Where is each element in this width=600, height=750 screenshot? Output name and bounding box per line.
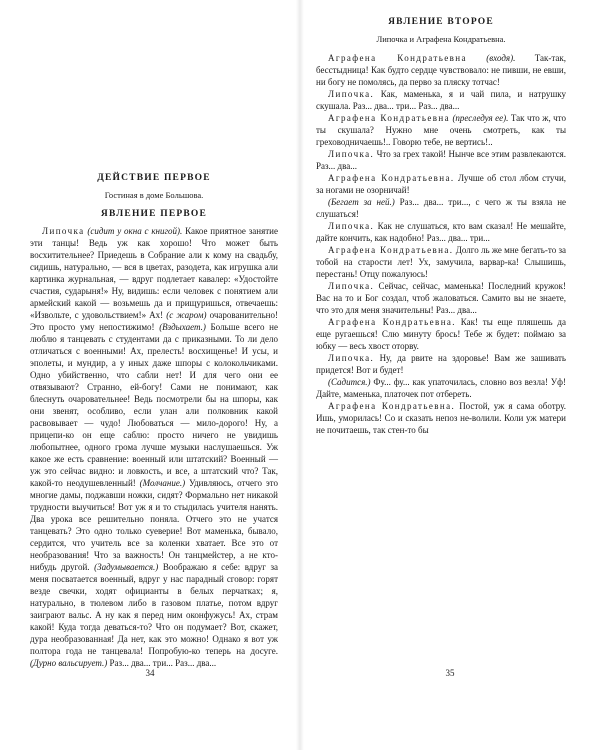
dialogue-line bbox=[316, 88, 566, 112]
dialogue-line bbox=[316, 220, 566, 244]
stage-direction: (Задумывается.) bbox=[94, 562, 159, 572]
page-number-left: 34 bbox=[145, 668, 155, 678]
speech-text: Так что ж, что ты скушала? Нужно мне очень смотреть, как ты греховодничаешь!.. Говорю тебе, не вертись!.. bbox=[316, 113, 566, 147]
speaker-name: Липочка. bbox=[328, 281, 375, 291]
speech-text: Постой, уж я сама оботру. Ишь, уморилась! Со и сказать непоз не-волили. Коли уж матери не почитаешь, так стен-то бы bbox=[316, 401, 566, 435]
scene-setting: Гостиная в доме Большова. bbox=[104, 190, 204, 200]
scene-cast: Липочка и Аграфена Кондратьевна. bbox=[376, 34, 506, 44]
dialogue-line bbox=[316, 148, 566, 172]
speaker-name: Аграфена Кондратьевна bbox=[328, 113, 450, 123]
speaker-name: Липочка. bbox=[328, 89, 375, 99]
speaker-name: Липочка bbox=[42, 226, 85, 236]
speech-text: Удивляюсь, отчего это многие дамы, поджавши ножки, сидят? Формально нет никакой трудности выучиться! Вот уж я и то стыдилась учителя нанять. Два урока все решительно поняла. Отчего это не учатся танцевать? Это одно только суеверие! Вот маменька, бывало, сердится, что учитель все за коленки хватает. Все это от необразования! Что за важность! Он танцмейстер, а не кто-нибудь другой. bbox=[30, 478, 278, 572]
speech-text: Долго ль же мне бегать-то за тобой на старости лет! Ух, замучила, варвар-ка! Слышишь, перестань! Отцу пожалуюсь! bbox=[316, 245, 567, 279]
speech-text: Сейчас, сейчас, маменька! Последний кружок! Вас на то и Бог создал, чтоб жаловаться. Самито вы не знаете, что это для меня значительны! Раз... два... bbox=[316, 281, 566, 315]
speech-text: Какое приятное занятие эти танцы! Ведь уж как хорошо! Что может быть восхитительнее? Приедешь в Собрание али к кому на свадьбу, сидишь, натурально, — вся в цветах, разодета, как игрушка али картинка журнальная, — вдруг подлетает кавалер: «Удостойте счастия, сударыня!» Ну, видишь: если человек с понятием али армейский какой — возьмешь да и прищуришься, отвечаешь: «Извольте, с удовольствием!» Ах! bbox=[30, 226, 278, 320]
dialogue-line bbox=[316, 52, 566, 88]
monologue bbox=[30, 225, 278, 669]
speech-text: Раз... два... три... Раз... два... bbox=[109, 658, 217, 668]
speech-text: Ну, да рвите на здоровье! Вам же зашивать придется! Вот и будет! bbox=[316, 353, 566, 375]
speech-text: Воображаю я себе: вдруг за меня посватается военный, вдруг у нас парадный сговор: горят везде свечки, ходят официанты в белых перчатках; я, натурально, в тюлевом либо в газовом платье, потом вдруг заиграют вальс. А ну как я перед ним оконфужусь! Ах, страм какой! Куда тогда деваться-то? Что он подумает? Вот, скажет, дура необразованная! Да нет, как это можно! Однако я вот уж полтора года не танцевала! Попробую-ко теперь на досуге. bbox=[30, 562, 279, 656]
speech-text: Раз... два... три..., с чего ж ты взяла не слушаться! bbox=[316, 197, 567, 219]
stage-direction: (с жаром) bbox=[166, 310, 207, 320]
dialogue-line bbox=[316, 196, 566, 220]
speech-text: Как, маменька, я и чай пила, и натрушку скушала. Раз... два... три... Раз... два... bbox=[316, 89, 567, 111]
speaker-name: Аграфена Кондратьевна. bbox=[328, 245, 454, 255]
left-page-text bbox=[30, 172, 278, 669]
stage-direction: (сидит у окна с книгой). bbox=[87, 226, 183, 236]
speaker-name: Липочка. bbox=[328, 221, 375, 231]
speech-text: Как! ты еще пляшешь да еще ругаешься! Слю минуту брось! Тебе ж будет: поймаю за юбку — весь хвост оторву. bbox=[316, 317, 566, 351]
speech-text: Как не слушаться, кто вам сказал! Не мешайте, дайте кончить, как надобно! Раз... два... три... bbox=[316, 221, 567, 243]
dialogue-line bbox=[316, 376, 566, 400]
speaker-name: Аграфена Кондратьевна. bbox=[328, 401, 456, 411]
speaker-name: Липочка. bbox=[328, 353, 375, 363]
speech-text: Лучше об стол лбом стучи, за ногами не озорничай! bbox=[316, 173, 567, 195]
stage-direction: (Вздыхает.) bbox=[159, 322, 206, 332]
dialogue-line bbox=[316, 112, 566, 148]
speech-text: Что за грех такой! Нынче все этим развлекаются. Раз... два... bbox=[316, 149, 567, 171]
right-page bbox=[300, 0, 600, 750]
stage-direction: (преследуя ее). bbox=[452, 113, 509, 123]
speaker-name: Аграфена Кондратьевна. bbox=[328, 173, 455, 183]
stage-direction: (Садится.) bbox=[328, 377, 371, 387]
right-page-text bbox=[316, 0, 566, 436]
speech-text: Так-так, бесстыдница! Как будто сердце чувствовало: не пивши, не евши, ни богу не помолясь, да перво за пляску тотчас! bbox=[316, 53, 567, 87]
page-number-right: 35 bbox=[445, 668, 455, 678]
speech-text: очарованительно! Это просто уму непостижимо! bbox=[30, 310, 278, 332]
stage-direction: (Бегает за ней.) bbox=[328, 197, 395, 207]
stage-direction: (входя). bbox=[486, 53, 516, 63]
dialogue-line bbox=[316, 172, 566, 196]
speaker-name: Аграфена Кондратьевна bbox=[328, 53, 467, 63]
dialogue-line bbox=[316, 280, 566, 316]
dialogue-line bbox=[316, 352, 566, 376]
dialogue-line bbox=[316, 400, 566, 436]
speaker-name: Аграфена Кондратьевна. bbox=[328, 317, 456, 327]
speaker-name: Липочка. bbox=[328, 149, 375, 159]
scene-title-2: ЯВЛЕНИЕ ВТОРОЕ bbox=[388, 17, 494, 27]
speech-text: Фу... фу... как упаточилась, словно воз везла! Уф! Дайте, маменька, платочек пот отбереть. bbox=[316, 377, 566, 399]
dialogue-line bbox=[316, 316, 566, 352]
scene-title-1: ЯВЛЕНИЕ ПЕРВОЕ bbox=[100, 209, 208, 219]
act-title: ДЕЙСТВИЕ ПЕРВОЕ bbox=[97, 173, 211, 183]
dialogue-line bbox=[316, 244, 566, 280]
dialogue bbox=[316, 52, 566, 436]
stage-direction: (Молчание.) bbox=[139, 478, 186, 488]
speech-text: Больше всего не люблю я танцевать с студентами да с приказными. То ли дело отличаться с военными! Ах, прелесть! восхищенье! И усы, и эполеты, и мундир, а у иных даже шпоры с колокольчиками. Одно убийственно, что сабли нет! И для чего они ее отвязывают? Странно, ей-богу! Сами не понимают, как блеснуть очаровательнее! Ведь посмотрели бы на шпоры, как они звенят, особливо, если улан али полковник какой расвовывает — чудо! Любоваться — мило-дорого! Ну, а прицепи-ко он еще саблю: просто ничего не увидишь любопытнее, одного грома лучше музыки наслушаешься. Уж какое же есть сравнение: военный или штатский? Военный — уж это сейчас видно: и ловкость, и все, а штатский что? Так, какой-то неодушевленный! bbox=[30, 322, 278, 488]
stage-direction: (Дурно вальсирует.) bbox=[30, 658, 108, 668]
